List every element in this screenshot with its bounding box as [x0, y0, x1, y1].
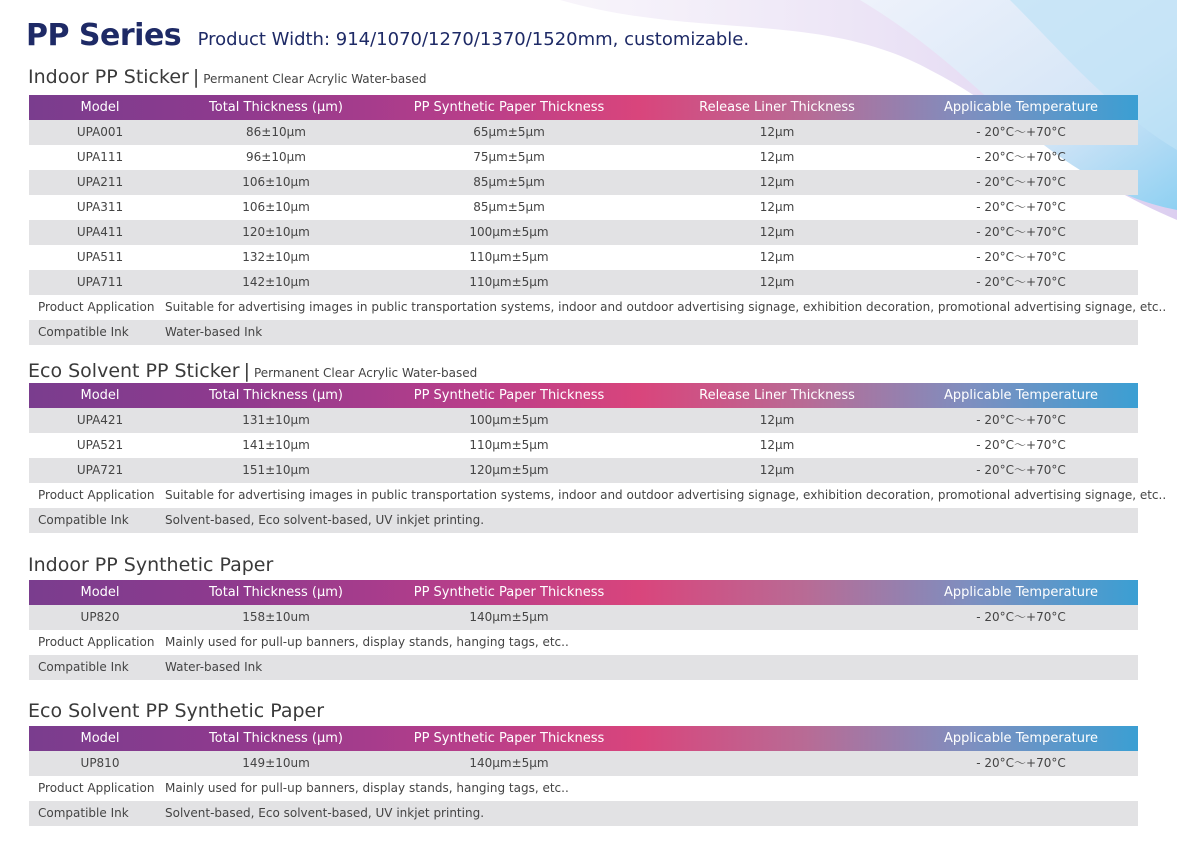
cell-model: UPA311	[76, 200, 124, 214]
cell-temperature: - 20°C～+70°C	[976, 756, 1066, 770]
cell-release-liner: 12μm	[759, 463, 795, 477]
column-header-temperature: Applicable Temperature	[943, 585, 1099, 600]
column-header-release-liner: Release Liner Thickness	[699, 100, 855, 115]
table-row	[29, 458, 1138, 483]
column-header-pp-thickness: PP Synthetic Paper Thickness	[413, 388, 605, 403]
section-title-divider: |	[243, 360, 250, 382]
application-label: Product Application	[38, 635, 155, 649]
page-header	[26, 18, 749, 53]
cell-model: UPA521	[76, 438, 124, 452]
column-header-model: Model	[80, 585, 120, 600]
column-header-model: Model	[80, 388, 120, 403]
cell-temperature: - 20°C～+70°C	[976, 150, 1066, 164]
cell-total-thickness: 142±10μm	[242, 275, 310, 289]
table-header	[29, 580, 1138, 605]
cell-total-thickness: 120±10μm	[242, 225, 310, 239]
application-row	[29, 295, 1167, 320]
cell-total-thickness: 141±10μm	[242, 438, 310, 452]
column-header-pp-thickness: PP Synthetic Paper Thickness	[413, 100, 605, 115]
section-title-divider: |	[192, 66, 200, 88]
cell-total-thickness: 106±10μm	[242, 175, 310, 189]
table-row	[29, 145, 1138, 170]
column-header-temperature: Applicable Temperature	[943, 731, 1099, 746]
application-row	[29, 483, 1167, 508]
table-row	[29, 751, 1138, 776]
cell-temperature: - 20°C～+70°C	[976, 225, 1066, 239]
cell-pp-thickness: 120μm±5μm	[469, 463, 549, 477]
cell-total-thickness: 149±10um	[242, 756, 310, 770]
cell-model: UP810	[80, 756, 120, 770]
cell-release-liner: 12μm	[759, 125, 795, 139]
table-header	[29, 726, 1138, 751]
column-header-pp-thickness: PP Synthetic Paper Thickness	[413, 731, 605, 746]
cell-pp-thickness: 100μm±5μm	[469, 413, 549, 427]
cell-pp-thickness: 85μm±5μm	[473, 200, 545, 214]
page-subtitle: Product Width: 914/1070/1270/1370/1520mm, customizable.	[197, 29, 750, 50]
cell-model: UPA721	[76, 463, 124, 477]
cell-model: UPA001	[76, 125, 124, 139]
cell-pp-thickness: 140μm±5μm	[469, 610, 549, 624]
cell-pp-thickness: 110μm±5μm	[469, 250, 549, 264]
section-title: Eco Solvent PP Synthetic Paper	[28, 700, 325, 722]
table-row	[29, 195, 1138, 220]
cell-total-thickness: 132±10μm	[242, 250, 310, 264]
table-row	[29, 245, 1138, 270]
column-header-total-thickness: Total Thickness (μm)	[209, 585, 343, 600]
section-subtitle: Permanent Clear Acrylic Water-based	[203, 72, 427, 86]
table-row	[29, 170, 1138, 195]
section-title-group	[28, 64, 426, 90]
cell-total-thickness: 96±10μm	[246, 150, 306, 164]
application-text: Mainly used for pull-up banners, display stands, hanging tags, etc..	[165, 781, 569, 795]
section-title: Eco Solvent PP Sticker	[28, 360, 240, 382]
cell-release-liner: 12μm	[759, 438, 795, 452]
table-row	[29, 270, 1138, 295]
cell-release-liner: 12μm	[759, 275, 795, 289]
ink-row	[29, 655, 1138, 680]
ink-text: Water-based Ink	[165, 660, 263, 674]
page-title: PP Series	[26, 18, 182, 53]
section-title-group	[28, 552, 273, 578]
column-header-pp-thickness: PP Synthetic Paper Thickness	[413, 585, 605, 600]
column-header-model: Model	[80, 731, 120, 746]
ink-text: Solvent-based, Eco solvent-based, UV inkjet printing.	[165, 806, 485, 820]
application-text: Suitable for advertising images in public transportation systems, indoor and outdoor advertising signage, exhibition decoration, promotional advertising signage, etc..	[165, 488, 1167, 502]
table-header	[29, 95, 1138, 120]
column-header-release-liner: Release Liner Thickness	[699, 388, 855, 403]
column-header-model: Model	[80, 100, 120, 115]
table-row	[29, 408, 1138, 433]
application-row	[29, 776, 1138, 801]
column-header-total-thickness: Total Thickness (μm)	[209, 731, 343, 746]
cell-total-thickness: 151±10μm	[242, 463, 310, 477]
cell-temperature: - 20°C～+70°C	[976, 275, 1066, 289]
ink-label: Compatible Ink	[38, 325, 129, 339]
cell-pp-thickness: 100μm±5μm	[469, 225, 549, 239]
cell-temperature: - 20°C～+70°C	[976, 250, 1066, 264]
cell-model: UPA111	[76, 150, 124, 164]
application-label: Product Application	[38, 781, 155, 795]
cell-temperature: - 20°C～+70°C	[976, 175, 1066, 189]
cell-pp-thickness: 110μm±5μm	[469, 275, 549, 289]
column-header-temperature: Applicable Temperature	[943, 388, 1099, 403]
application-text: Suitable for advertising images in public transportation systems, indoor and outdoor advertising signage, exhibition decoration, promotional advertising signage, etc..	[165, 300, 1167, 314]
column-header-temperature: Applicable Temperature	[943, 100, 1099, 115]
cell-model: UPA211	[76, 175, 124, 189]
column-header-total-thickness: Total Thickness (μm)	[209, 388, 343, 403]
cell-temperature: - 20°C～+70°C	[976, 438, 1066, 452]
cell-total-thickness: 158±10um	[242, 610, 310, 624]
cell-temperature: - 20°C～+70°C	[976, 463, 1066, 477]
cell-release-liner: 12μm	[759, 175, 795, 189]
cell-release-liner: 12μm	[759, 150, 795, 164]
table-row	[29, 120, 1138, 145]
cell-model: UPA711	[76, 275, 124, 289]
ink-label: Compatible Ink	[38, 660, 129, 674]
cell-temperature: - 20°C～+70°C	[976, 413, 1066, 427]
section-subtitle: Permanent Clear Acrylic Water-based	[253, 366, 478, 380]
cell-pp-thickness: 85μm±5μm	[473, 175, 545, 189]
column-header-total-thickness: Total Thickness (μm)	[209, 100, 343, 115]
ink-label: Compatible Ink	[38, 513, 129, 527]
cell-release-liner: 12μm	[759, 413, 795, 427]
application-label: Product Application	[38, 300, 155, 314]
ink-text: Solvent-based, Eco solvent-based, UV inkjet printing.	[165, 513, 485, 527]
section-title: Indoor PP Synthetic Paper	[28, 554, 274, 576]
section-title-group	[28, 698, 324, 724]
ink-text: Water-based Ink	[165, 325, 263, 339]
cell-release-liner: 12μm	[759, 250, 795, 264]
cell-temperature: - 20°C～+70°C	[976, 200, 1066, 214]
ink-row	[29, 801, 1138, 826]
application-text: Mainly used for pull-up banners, display stands, hanging tags, etc..	[165, 635, 569, 649]
cell-pp-thickness: 75μm±5μm	[473, 150, 545, 164]
table-row	[29, 433, 1138, 458]
cell-release-liner: 12μm	[759, 200, 795, 214]
cell-release-liner: 12μm	[759, 225, 795, 239]
ink-row	[29, 320, 1138, 345]
cell-model: UPA511	[76, 250, 124, 264]
ink-row	[29, 508, 1138, 533]
cell-model: UPA421	[76, 413, 124, 427]
section-title-group	[28, 358, 477, 384]
cell-model: UP820	[80, 610, 120, 624]
cell-model: UPA411	[76, 225, 124, 239]
application-label: Product Application	[38, 488, 155, 502]
cell-temperature: - 20°C～+70°C	[976, 610, 1066, 624]
cell-total-thickness: 86±10μm	[246, 125, 306, 139]
cell-total-thickness: 131±10μm	[242, 413, 310, 427]
cell-pp-thickness: 65μm±5μm	[473, 125, 545, 139]
ink-label: Compatible Ink	[38, 806, 129, 820]
section-title: Indoor PP Sticker	[28, 66, 189, 88]
cell-total-thickness: 106±10μm	[242, 200, 310, 214]
cell-pp-thickness: 110μm±5μm	[469, 438, 549, 452]
table-header	[29, 383, 1138, 408]
cell-temperature: - 20°C～+70°C	[976, 125, 1066, 139]
cell-pp-thickness: 140μm±5μm	[469, 756, 549, 770]
application-row	[29, 630, 1138, 655]
table-row	[29, 605, 1138, 630]
table-row	[29, 220, 1138, 245]
